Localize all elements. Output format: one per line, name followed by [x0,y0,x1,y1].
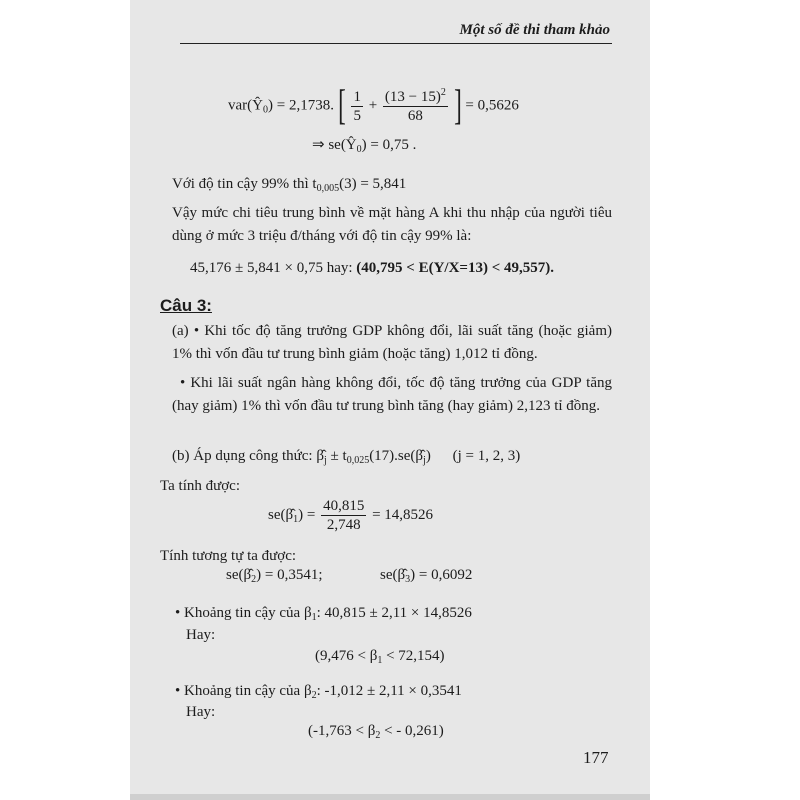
frac-num: 1 [353,88,361,105]
fraction-one-fifth [351,88,363,125]
ci1-result: (9,476 < β [315,648,378,664]
ci2-sub: 2 [311,690,317,701]
var-lhs: var(Ŷ [228,97,263,114]
formula-label: (b) Áp dụng công thức: [172,448,317,464]
frac-num [383,87,448,107]
ci-beta2-result [308,723,444,741]
frac-den: 5 [353,107,361,124]
similar-label: Tính tương tự ta được: [160,548,297,564]
se3-lhs: se(β̂ [380,567,406,583]
question-3-heading: Câu 3: [160,296,212,315]
formula-range: (j = 1, 2, 3) [452,448,521,464]
fraction-sq [383,87,448,125]
se3-sub: 3 [405,574,411,585]
ci2-result: (-1,763 < β [308,723,376,739]
ci2-expr: : -1,012 ± 2,11 × 0,3541 [316,683,462,699]
se-sub: 0 [356,144,362,155]
se3-value: ) = 0,6092 [410,567,473,583]
plus-sign: + [368,97,378,114]
se-y0-line [312,137,416,155]
hay-label-2: Hay: [186,704,216,720]
se1-fraction [321,497,366,534]
confidence-value: (3) = 5,841 [339,176,407,192]
variance-formula [228,85,519,127]
confidence-line [172,176,406,194]
se1-sub: 1 [293,513,299,525]
left-bracket: [ [337,83,346,129]
ci1-result-sub: 1 [377,655,383,666]
formula-tsub: 0,025 [346,455,370,466]
se1-num: 40,815 [323,498,365,514]
paragraph-a2: • Khi lãi suất ngân hàng không đổi, tốc độ tăng trưởng của GDP tăng (hay giảm) 1% thì vốn đầu tư trung bình tăng (hay giảm) 2,123 tỉ đồng. [172,375,612,414]
ci2-result-sub: 2 [375,730,381,741]
paragraph-a: (a) • Khi tốc độ tăng trưởng GDP không đổi, lãi suất tăng (hoặc giảm) 1% thì vốn đầu tư trung bình giảm (hoặc tăng) 1,012 tỉ đồng. [172,323,612,362]
right-bracket: ] [453,83,462,129]
interval-line [190,260,554,277]
frac-num-exp: 2 [440,87,446,98]
ci-beta2-line [175,683,462,701]
var-result: = 0,5626 [465,97,519,114]
formula-line [172,448,520,466]
frac-den: 68 [407,108,423,124]
se-beta2 [226,567,323,585]
se2-lhs: se(β̂ [226,567,252,583]
formula-j2: j [423,455,426,466]
se-beta3 [380,567,472,585]
formula-close: ) [425,448,431,464]
ci1-expr: : 40,815 ± 2,11 × 14,8526 [316,605,472,621]
se2-sub: 2 [251,574,257,585]
var-eq: ) = 2,1738. [267,97,334,114]
page-number: 177 [583,748,609,767]
frac-num-base: (13 − 15) [384,89,441,105]
formula-beta: β̂ [316,448,324,464]
se1-lhs: se(β̂ [268,506,294,523]
se-rest: ) = 0,75 . [361,137,417,153]
header-rule [180,43,612,44]
ci2-label: • Khoảng tin cậy của β [175,683,312,699]
se-arrow: ⇒ se(Ŷ [312,137,357,153]
ci1-result-end: < 72,154) [382,648,445,664]
confidence-text: Với độ tin cậy 99% thì t [172,176,317,192]
se1-eq: ) = [298,506,316,523]
formula-se: (17).se(β̂ [369,448,424,464]
ci1-label: • Khoảng tin cậy của β [175,605,312,621]
paragraph-conclusion: Vậy mức chi tiêu trung bình về mặt hàng A khi thu nhập của người tiêu dùng ở mức 3 triệu đ/tháng với độ tin cậy 99% là: [172,205,612,244]
se1-den: 2,748 [326,517,361,533]
ci1-sub: 1 [311,612,317,623]
ci2-result-end: < - 0,261) [380,723,444,739]
formula-j: j [324,455,327,466]
hay-label-1: Hay: [186,627,216,643]
calc-label: Ta tính được: [160,478,240,494]
se2-value: ) = 0,3541; [256,567,323,583]
se1-result: = 14,8526 [372,506,434,523]
running-header: Một số đề thi tham khảo [459,22,610,38]
formula-t: ± t [326,448,347,464]
interval-expr: 45,176 ± 5,841 × 0,75 hay: [190,260,357,276]
confidence-sub: 0,005 [316,183,340,194]
interval-result: (40,795 < E(Y/X=13) < 49,557). [356,260,554,276]
ci-beta1-line [175,605,472,623]
se-beta1-formula [268,497,433,534]
var-sub: 0 [262,104,268,116]
ci-beta1-result [315,648,445,666]
